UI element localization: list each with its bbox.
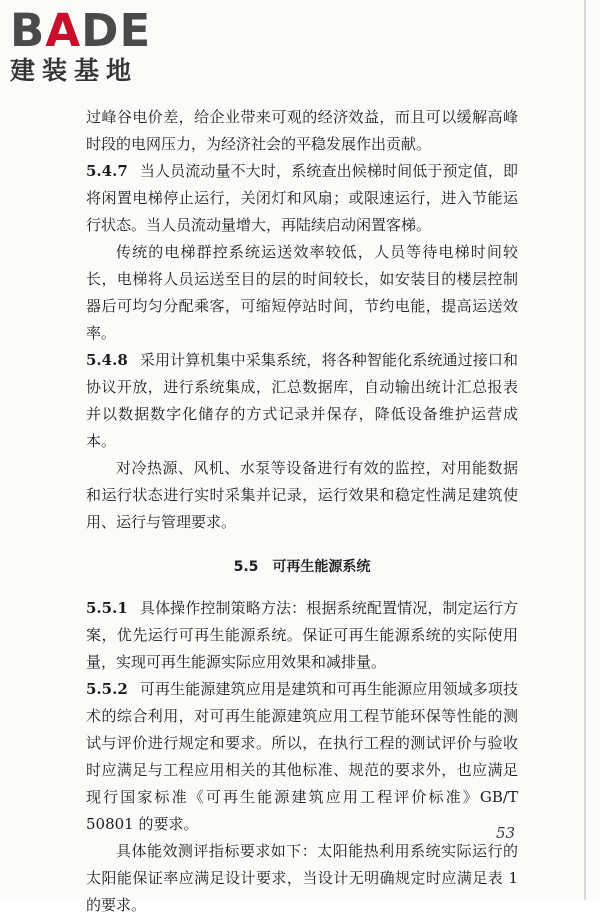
page-edge-divider	[584, 0, 586, 900]
clause-number: 5.5.1	[86, 599, 128, 617]
clause-5-5-1	[86, 595, 518, 676]
paragraph-evaluation: 具体能效测评指标要求如下：太阳能热利用系统实际运行的太阳能保证率应满足设计要求，当设计无明确规定时应满足表 1 的要求。	[86, 842, 518, 914]
clause-text: 可再生能源建筑应用是建筑和可再生能源应用领域多项技术的综合利用，对可再生能源建筑应用工程节能环保等性能的测试与评价进行规定和要求。所以，在执行工程的测试评价与验收时应满足与工程应用相关的其他标准、规范的要求外，也应满足现行国家标准《可再生能源建筑应用工程评价标准》GB/T 50801 的要求。	[86, 680, 518, 833]
clause-text: 具体操作控制策略方法：根据系统配置情况，制定运行方案，优先运行可再生能源系统。保证可再生能源系统的实际使用量，实现可再生能源实际应用效果和减排量。	[86, 599, 518, 671]
document-body	[86, 104, 518, 919]
clause-5-5-2	[86, 676, 518, 838]
clause-number: 5.4.8	[86, 351, 128, 369]
section-title-text: 可再生能源系统	[272, 559, 371, 575]
clause-5-4-7	[86, 158, 518, 239]
logo-wordmark: BADE	[10, 4, 152, 57]
paragraph-continuation: 过峰谷电价差，给企业带来可观的经济效益，而且可以缓解高峰时段的电网压力，为经济社会的平稳发展作出贡献。	[86, 108, 518, 153]
clause-text: 当人员流动量不大时，系统查出候梯时间低于预定值，即将闲置电梯停止运行，关闭灯和风扇；或限速运行，进入节能运行状态。当人员流动量增大，再陆续启动闲置客梯。	[86, 162, 518, 234]
bade-logo	[10, 6, 180, 86]
paragraph-elevator: 传统的电梯群控系统运送效率较低，人员等待电梯时间较长，电梯将人员运送至目的层的时间较长，如安装目的楼层控制器后可均匀分配乘客，可缩短停站时间，节约电能，提高运送效率。	[86, 243, 518, 342]
clause-5-4-8	[86, 347, 518, 455]
clause-number: 5.5.2	[86, 680, 128, 698]
section-heading	[86, 554, 518, 581]
section-number: 5.5	[233, 559, 259, 575]
clause-text: 采用计算机集中采集系统，将各种智能化系统通过接口和协议开放，进行系统集成，汇总数据库，自动输出统计汇总报表并以数据数字化储存的方式记录并保存，降低设备维护运营成本。	[86, 351, 518, 450]
paragraph-monitoring: 对冷热源、风机、水泵等设备进行有效的监控，对用能数据和运行状态进行实时采集并记录，运行效果和稳定性满足建筑使用、运行与管理要求。	[86, 459, 518, 531]
clause-number: 5.4.7	[86, 162, 128, 180]
logo-subtitle: 建装基地	[10, 56, 139, 85]
page-number: 53	[496, 824, 516, 842]
